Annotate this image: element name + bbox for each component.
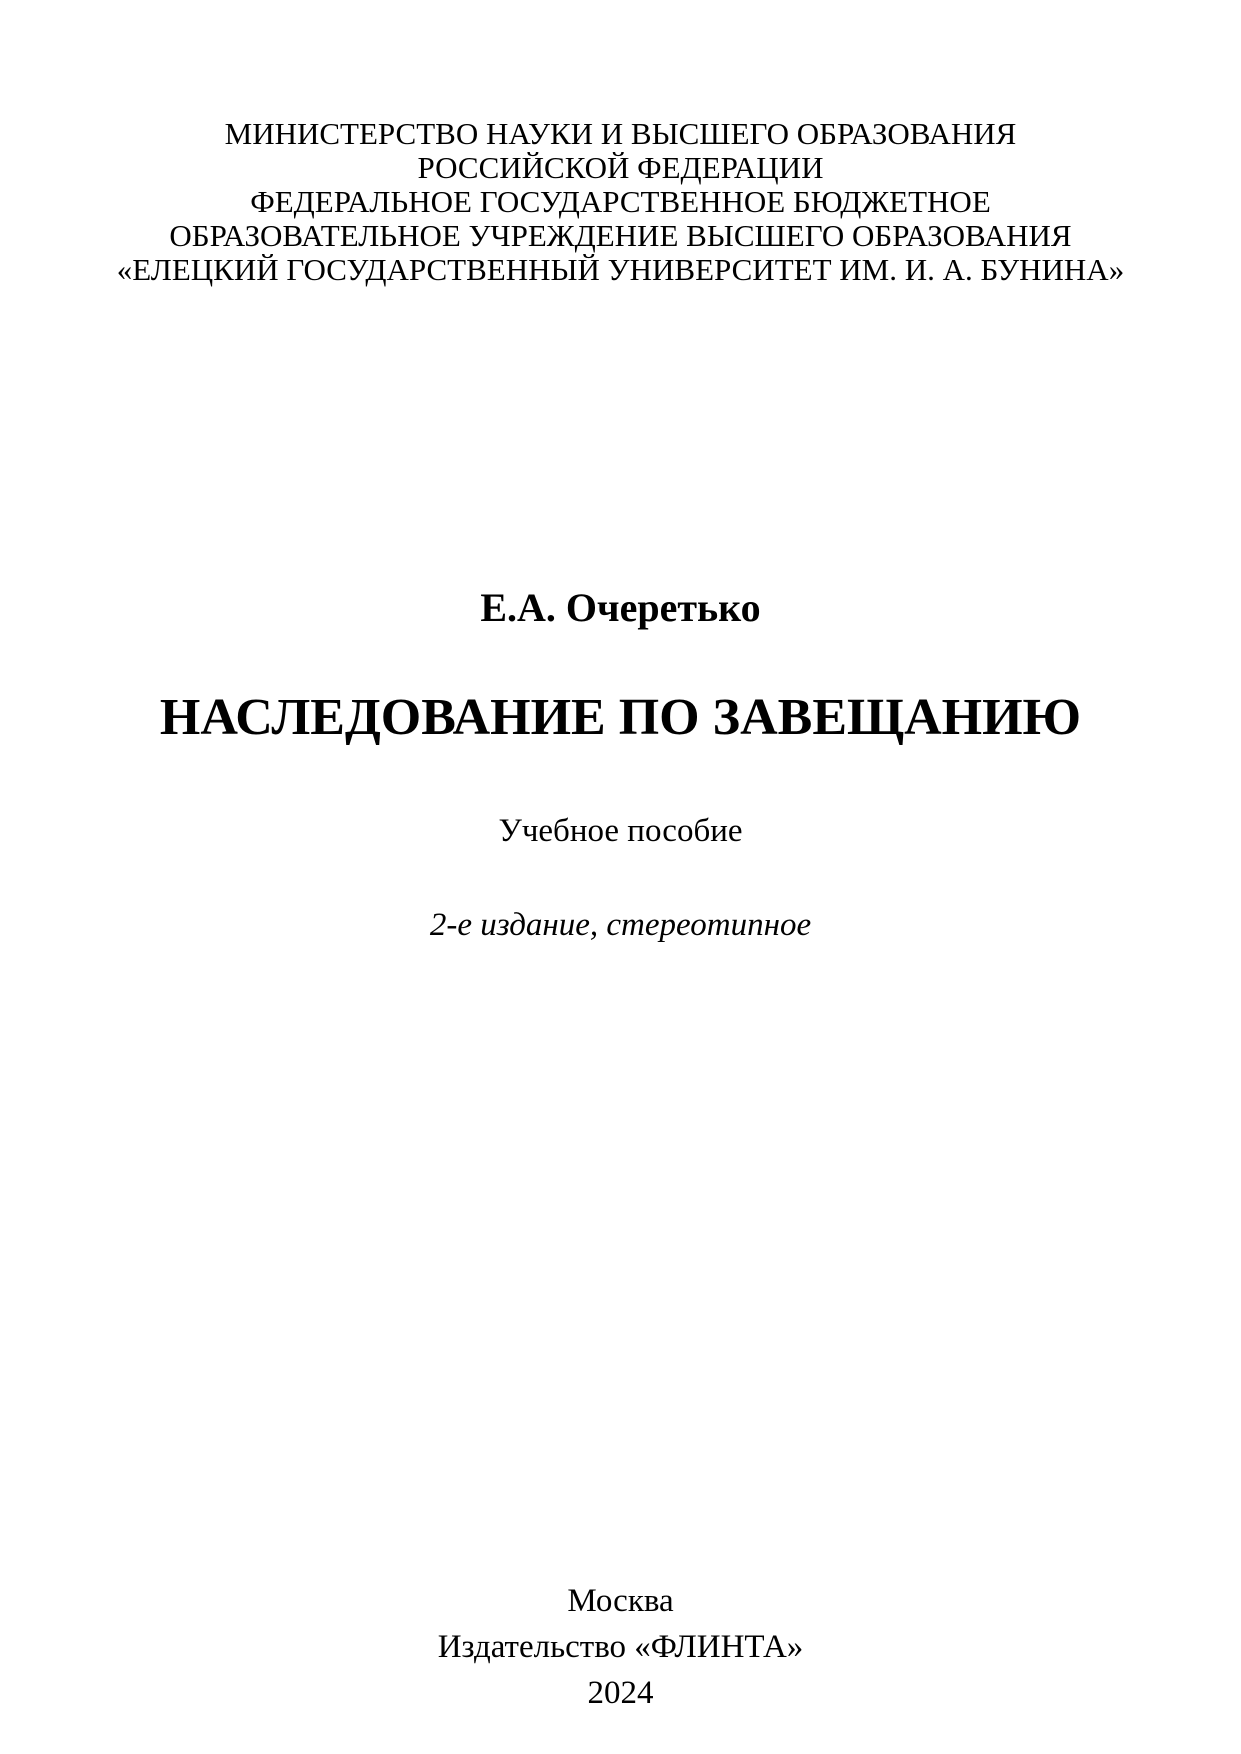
book-subtitle: Учебное пособие (498, 813, 743, 849)
institution-header (0, 117, 1241, 287)
header-line-federal-budget: ФЕДЕРАЛЬНОЕ ГОСУДАРСТВЕННОЕ БЮДЖЕТНОЕ (250, 184, 991, 219)
imprint-year: 2024 (587, 1675, 654, 1711)
author-name: Е.А. Очеретько (480, 585, 761, 630)
imprint-publisher: Издательство «ФЛИНТА» (437, 1629, 804, 1665)
edition-note: 2-е издание, стереотипное (429, 907, 812, 943)
header-line-ministry: МИНИСТЕРСТВО НАУКИ И ВЫСШЕГО ОБРАЗОВАНИЯ (224, 116, 1017, 151)
imprint (0, 1578, 1241, 1716)
header-line-educational-institution: ОБРАЗОВАТЕЛЬНОЕ УЧРЕЖДЕНИЕ ВЫСШЕГО ОБРАЗОВАНИЯ (169, 218, 1072, 253)
book-title: НАСЛЕДОВАНИЕ ПО ЗАВЕЩАНИЮ (159, 689, 1082, 746)
header-line-university: «ЕЛЕЦКИЙ ГОСУДАРСТВЕННЫЙ УНИВЕРСИТЕТ ИМ. И. А. БУНИНА» (116, 252, 1125, 287)
header-line-federation: РОССИЙСКОЙ ФЕДЕРАЦИИ (417, 150, 824, 185)
imprint-city: Москва (567, 1583, 674, 1619)
